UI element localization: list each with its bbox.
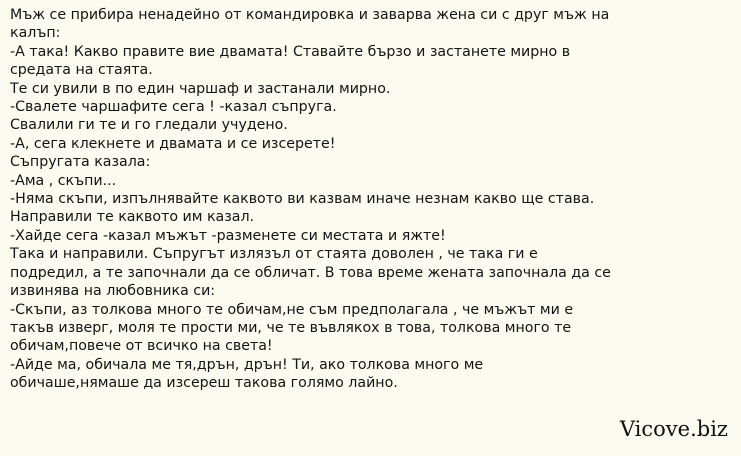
- joke-line: -А, сега клекнете и двамата и се изсерете!: [10, 135, 336, 152]
- joke-line: обичам,повече от всичко на света!: [10, 338, 273, 355]
- joke-line: -Айде ма, обичала ме тя,дрън, дрън! Ти, ако толкова много ме: [10, 356, 484, 373]
- joke-line: Съпругата казала:: [10, 154, 151, 171]
- joke-line: подредил, а те започнали да се обличат. В това време жената започнала да се: [10, 264, 611, 281]
- joke-line: -Хайде сега -казал мъжът -разменете си местата и яжте!: [10, 227, 446, 244]
- joke-line: Мъж се прибира ненадейно от командировка и заварва жена си с друг мъж на: [10, 7, 610, 23]
- joke-line: -Няма скъпи, изпълнявайте каквото ви казвам иначе незнам какво ще става.: [10, 191, 595, 208]
- joke-line: Свалили ги те и го гледали учудено.: [10, 117, 288, 134]
- joke-line: -Скъпи, аз толкова много те обичам,не съм предполагала , че мъжът ми е: [10, 301, 574, 318]
- joke-line: Те си увили в по един чаршаф и застанали мирно.: [10, 80, 391, 97]
- joke-text: [10, 6, 738, 393]
- site-watermark: Vicove.biz: [619, 417, 728, 441]
- joke-line: -Ама , скъпи...: [10, 172, 117, 189]
- joke-line: средата на стаята.: [10, 62, 153, 79]
- joke-line: Така и направили. Съпругът излязъл от стаята доволен , че така ги е: [10, 246, 538, 263]
- joke-line: обичаше,нямаше да изсереш такова голямо лайно.: [10, 375, 398, 392]
- joke-line: калъп:: [10, 25, 61, 42]
- joke-line: -Свалете чаршафите сега ! -казал съпруга.: [10, 99, 337, 116]
- joke-line: -А така! Какво правите вие двамата! Ставайте бързо и застанете мирно в: [10, 43, 571, 60]
- joke-line: извинява на любовника си:: [10, 283, 216, 300]
- joke-line: Направили те каквото им казал.: [10, 209, 255, 226]
- joke-line: такъв изверг, моля те прости ми, че те въвлякох в това, толкова много те: [10, 319, 572, 336]
